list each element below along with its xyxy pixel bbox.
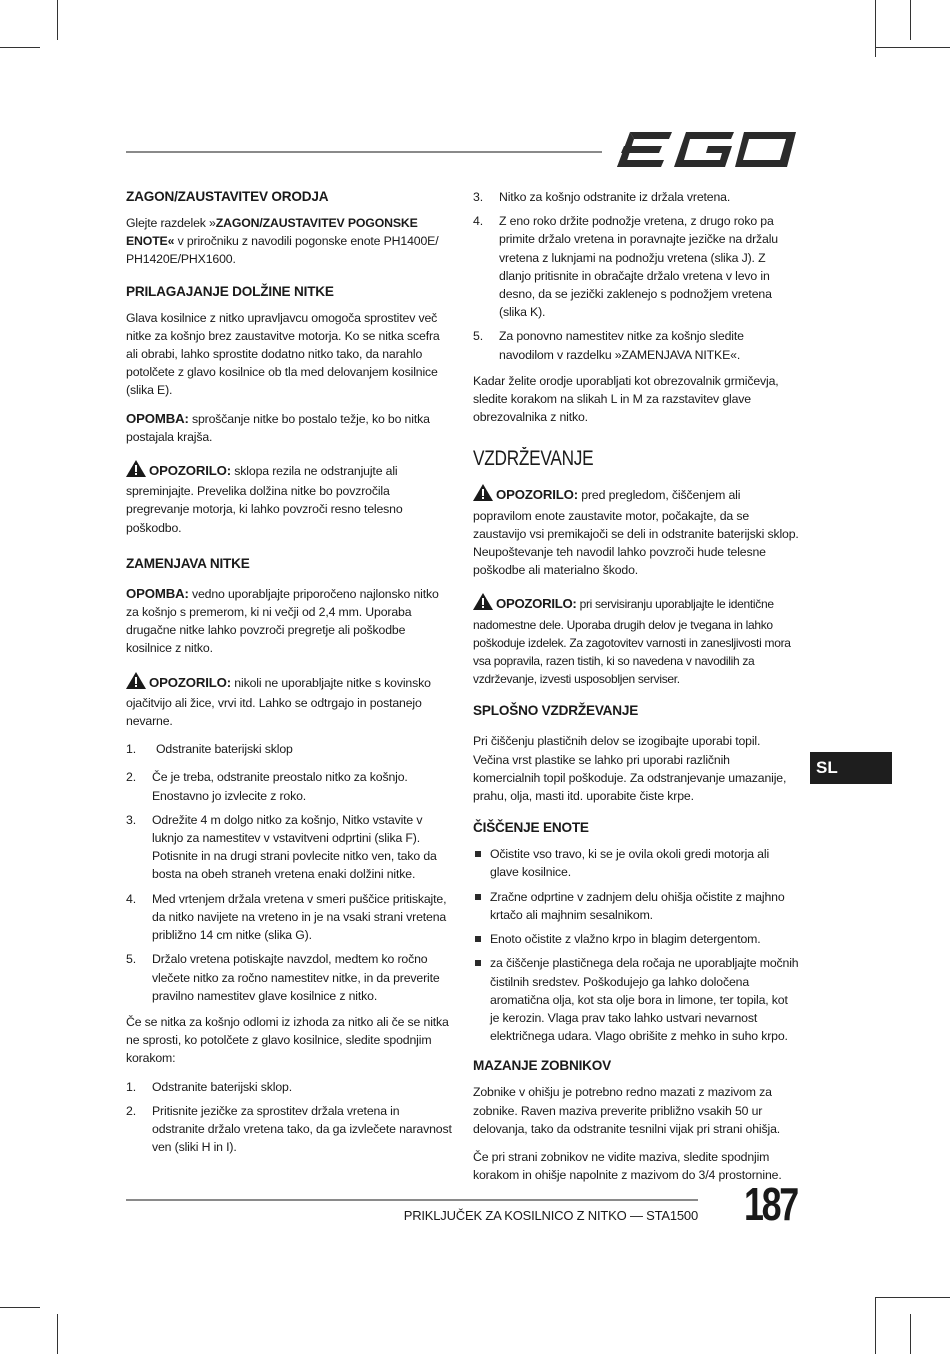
warning-text: pred pregledom, čiščenjem ali popravilom enote zaustavite motor, počakajte, da se zaustavijo vsi premikajoči se deli in odstranite baterijski sklop. Neupoštevanje teh navodil lahko povzroči hude telesne poškodbe ali materialno škodo. bbox=[473, 488, 799, 578]
line-break-steps-continued bbox=[473, 188, 799, 364]
note-text: vedno uporabljajte priporočeno najlonsko nitko za košnjo s premerom, ki ni večji od 2,4 mm. Uporaba drugačne nitke lahko povzroči pregretje ali poškodbe kosilnice z nitko. bbox=[126, 586, 439, 656]
step-text: Če je treba, odstranite preostalo nitko za košnjo. Enostavno jo izvlecite z roko. bbox=[152, 770, 408, 803]
section-heading-gear-lubrication: MAZANJE ZOBNIKOV bbox=[473, 1058, 612, 1074]
warning-label: OPOZORILO: bbox=[496, 487, 579, 503]
list-item bbox=[126, 1102, 454, 1157]
warning-label: OPOZORILO: bbox=[149, 674, 232, 690]
step-text: Držalo vretena potiskajte navzdol, medtem ko ročno vlečete nitko za ročno namestitev nitke, in da preverite pravilno namestitev glave kosilnice z nitko. bbox=[152, 952, 440, 1003]
crop-mark bbox=[875, 0, 876, 57]
step-number: 5. bbox=[473, 329, 483, 344]
section-title-maintenance: VZDRŽEVANJE bbox=[473, 447, 594, 471]
language-tab: SL bbox=[810, 752, 892, 784]
bullet-square-icon bbox=[475, 894, 481, 900]
replacement-steps bbox=[126, 740, 454, 1005]
list-text: Enoto očistite z vlažno krpo in blagim detergentom. bbox=[490, 932, 761, 947]
line-break-steps bbox=[126, 1078, 454, 1157]
step-number: 4. bbox=[473, 214, 483, 229]
crop-mark bbox=[910, 1314, 911, 1354]
crop-mark bbox=[875, 1297, 876, 1354]
warning-triangle-icon bbox=[473, 593, 493, 615]
step-text: Med vrtenjem držala vretena v smeri puščice pritiskajte, da nitko navijete na vreteno in je na vsaki strani vretena približno 14 cm nitke (slika G). bbox=[152, 891, 447, 943]
warning bbox=[473, 484, 799, 579]
section-heading-cleaning: ČIŠČENJE ENOTE bbox=[473, 820, 589, 836]
crop-mark bbox=[0, 1307, 40, 1308]
note-label: OPOMBA: bbox=[126, 410, 189, 426]
crop-mark bbox=[910, 0, 911, 40]
cleaning-list bbox=[473, 845, 799, 1045]
bullet-square-icon bbox=[475, 936, 481, 942]
gear-paragraph: Če pri strani zobnikov ne vidite maziva, sledite spodnjim korakom in ohišje napolnite z mazivom do 3/4 prostornine. bbox=[473, 1149, 782, 1183]
step-text: Z eno roko držite podnožje vretena, z drugo roko pa primite držalo vretena in poravnajte jezičke na držalu vretena z luknjami na podnožju vretena (slika J). Z dlanjo pritisnite in obračajte držalo vretena v levo in desno, da se jezički zaklenejo s podnožjem vretena (slika K). bbox=[499, 214, 778, 320]
step-number: 1. bbox=[126, 742, 136, 757]
section-heading-line-replacement: ZAMENJAVA NITKE bbox=[126, 555, 250, 571]
note-label: OPOMBA: bbox=[126, 585, 189, 601]
general-maintenance-paragraph: Pri čiščenju plastičnih delov se izogibajte uporabi topil. Večina vrst plastike se lahko pri uporabi različnih komercialnih topil poškoduje. Za odstranjevanje umazanije, prahu, olja, masti itd. uporabite čiste krpe. bbox=[473, 734, 787, 804]
list-item bbox=[126, 950, 454, 1005]
list-text: Zračne odprtine v zadnjem delu ohišja očistite z majhno krtačo ali majhnim sesalnikom. bbox=[490, 889, 785, 922]
step-text: Odstranite baterijski sklop bbox=[156, 742, 293, 757]
line-break-paragraph: Če se nitka za košnjo odlomi iz izhoda za nitko ali če se nitka ne sprosti, ko potolčete z glavo kosilnice, sledite spodnjim korakom: bbox=[126, 1014, 449, 1066]
warning-text: nikoli ne uporabljajte nitke s kovinsko ojačitvijo ali žice, vrvi itd. Lahko se odtrgajo in postanejo nevarne. bbox=[126, 675, 431, 729]
step-text: Odrežite 4 m dolgo nitko za košnjo, Nitko vstavite v luknjo za namestitev v vstavitveni odprtini (slika F). Potisnite in na drugi strani povlecite nitko ven, tako da bosta na obeh straneh vretena enaki dolžini nitke. bbox=[152, 812, 437, 882]
warning-text: sklopa rezila ne odstranjujte ali spreminjajte. Prevelika dolžina nitke bo povzročila pregrevanje motorja, ki lahko povzroči resno telesno poškodbo. bbox=[126, 464, 403, 535]
page-number: 187 bbox=[744, 1178, 797, 1230]
warning-label: OPOZORILO: bbox=[496, 596, 577, 612]
step-text: Odstranite baterijski sklop. bbox=[152, 1079, 293, 1094]
warning-triangle-icon bbox=[126, 460, 146, 482]
list-item bbox=[126, 1078, 454, 1096]
crop-mark bbox=[875, 1297, 950, 1298]
note bbox=[126, 410, 454, 446]
footer-title: PRIKLJUČEK ZA KOSILNICO Z NITKO — STA1500 bbox=[403, 1208, 698, 1223]
gear-paragraph: Zobnike v ohišju je potrebno redno mazati z mazivom za zobnike. Raven maziva preverite približno vsakih 50 ur delovanja, tako da odstranite tesnilni vijak pri strani ohišja. bbox=[473, 1085, 781, 1136]
step-number: 1. bbox=[126, 1079, 136, 1094]
step-text: Pritisnite jezičke za sprostitev držala vretena in odstranite držalo vretena tako, da ga izvlečete naravnost ven (sliki H in I). bbox=[152, 1103, 452, 1155]
step-text: Nitko za košnjo odstranite iz držala vretena. bbox=[499, 190, 731, 204]
step-number: 2. bbox=[126, 770, 136, 785]
step-text: Za ponovno namestitev nitke za košnjo sledite navodilom v razdelku »ZAMENJAVA NITKE«. bbox=[499, 329, 744, 362]
left-column bbox=[126, 188, 454, 1164]
section-heading-start-stop: ZAGON/ZAUSTAVITEV ORODJA bbox=[126, 189, 329, 204]
list-item bbox=[126, 890, 454, 945]
list-text: Očistite vso travo, ki se je ovila okoli gredi motorja ali glave kosilnice. bbox=[490, 847, 770, 880]
step-number: 3. bbox=[126, 812, 136, 827]
crop-mark bbox=[875, 47, 950, 48]
warning bbox=[473, 593, 799, 688]
step-number: 2. bbox=[126, 1103, 136, 1118]
bullet-square-icon bbox=[475, 960, 481, 966]
warning bbox=[126, 672, 454, 731]
warning-triangle-icon bbox=[473, 484, 493, 506]
footer-rule bbox=[126, 1199, 698, 1201]
list-item bbox=[126, 768, 454, 804]
text: Glejte razdelek » bbox=[126, 216, 216, 230]
list-item bbox=[473, 954, 799, 1045]
list-item bbox=[473, 845, 799, 881]
step-number: 5. bbox=[126, 952, 136, 967]
ego-logo bbox=[616, 128, 800, 177]
crop-mark bbox=[0, 47, 40, 48]
section-heading-general-maintenance: SPLOŠNO VZDRŽEVANJE bbox=[473, 703, 639, 719]
crop-mark bbox=[57, 0, 58, 40]
step-number: 3. bbox=[473, 190, 483, 204]
list-text: za čiščenje plastičnega dela ročaja ne uporabljajte močnih čistilnih sredstev. Poškodujejo ga lahko določena aromatična olja, kot sta olje bora in limone, ter topila, kot je kerozin. Vlaga prav tako lahko ustvari nevarnost električnega udara. Vlago obrišite z mehko in suho krpo. bbox=[490, 956, 799, 1044]
section-heading-line-length: PRILAGAJANJE DOLŽINE NITKE bbox=[126, 283, 334, 299]
trimmer-paragraph: Kadar želite orodje uporabljati kot obrezovalnik grmičevja, sledite korakom na slikah L in M za razstavitev glave obrezovalnika z nitko. bbox=[473, 373, 779, 425]
list-item bbox=[473, 888, 799, 924]
right-column bbox=[473, 188, 799, 1194]
bold-reference: ZAGON/ZAUSTAVITEV POGONSKE ENOTE« bbox=[126, 216, 418, 249]
warning bbox=[126, 460, 454, 537]
crop-mark bbox=[57, 1314, 58, 1354]
text: v priročniku z navodili pogonske enote PH1400E/ PH1420E/PHX1600. bbox=[126, 234, 439, 267]
start-stop-paragraph bbox=[126, 214, 454, 269]
bullet-square-icon bbox=[475, 851, 481, 857]
list-item bbox=[126, 740, 454, 758]
warning-triangle-icon bbox=[126, 672, 146, 694]
header-rule bbox=[126, 151, 602, 153]
warning-label: OPOZORILO: bbox=[149, 463, 232, 479]
note-text: sproščanje nitke bo postalo težje, ko bo nitka postajala krajša. bbox=[126, 411, 430, 444]
warning-text: pri servisiranju uporabljajte le identične nadomestne dele. Uporaba drugih delov je tvegana in lahko poškoduje izdelek. Za zagotovitev varnosti in zanesljivosti mora vsa popravila, razen tistih, ki so navedena v navodilih za vzdrževanje, izvesti usposobljen serviser. bbox=[473, 597, 791, 687]
list-item bbox=[473, 327, 799, 363]
list-item bbox=[126, 811, 454, 884]
list-item bbox=[473, 212, 799, 321]
step-number: 4. bbox=[126, 891, 136, 906]
note bbox=[126, 585, 454, 658]
line-length-paragraph: Glava kosilnice z nitko upravljavcu omogoča sprostitev več nitke za košnjo brez zaustavitve motorja. Ko se nitka scefra ali obrabi, lahko sprostite dodatno nitko tako, da narahlo potolčete z glavo kosilnice ob tla med delovanjem kosilnice (slika E). bbox=[126, 310, 440, 398]
list-item bbox=[473, 930, 799, 948]
list-item bbox=[473, 188, 799, 206]
